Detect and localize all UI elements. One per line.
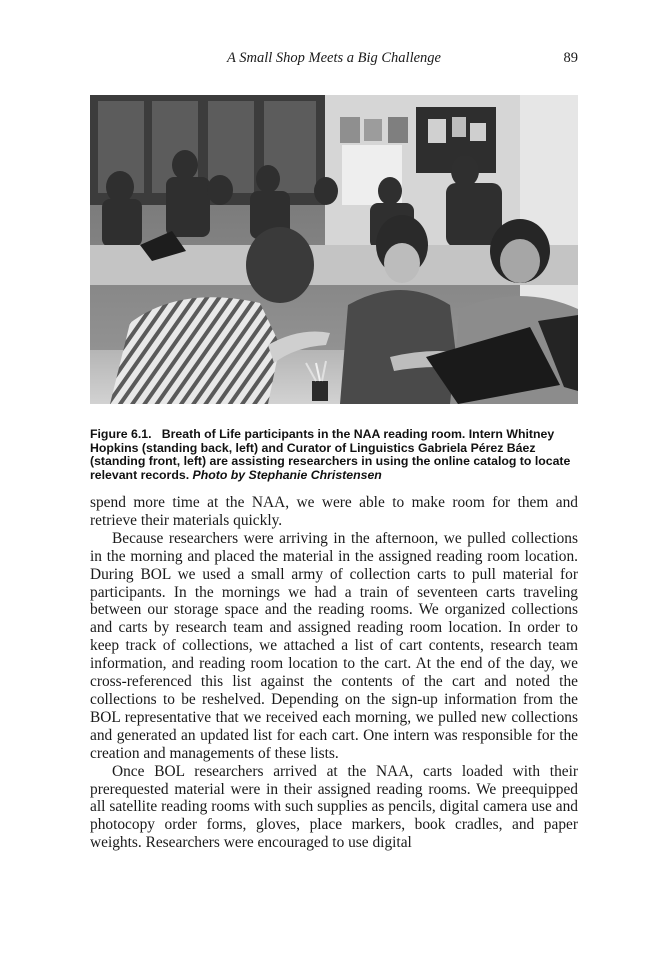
- photo-illustration: [90, 95, 578, 404]
- paragraph: Once BOL researchers arrived at the NAA, carts loaded with their prerequested material were in their assigned reading rooms. We preequipped all satellite reading rooms with such supplies as pencils, digital camera use and photocopy order forms, gloves, place markers, book cradles, and paper weights. Researchers were encouraged to use digital: [90, 762, 578, 852]
- caption-label: Figure 6.1.: [90, 427, 152, 441]
- figure-photo: [90, 95, 578, 404]
- caption-credit: Photo by Stephanie Christensen: [192, 467, 382, 482]
- figure-caption: [90, 428, 580, 482]
- paragraph: spend more time at the NAA, we were able to make room for them and retrieve their materials quickly.: [90, 494, 578, 529]
- paragraph: Because researchers were arriving in the afternoon, we pulled collections in the morning and placed the material in the assigned reading room location. During BOL we used a small army of collection carts to pull material for participants. In the mornings we had a train of seventeen carts traveling between our storage space and the reading rooms. We organized collections and carts by research team and assigned reading room location. In order to keep track of collections, we attached a list of cart contents, research team information, and reading room location to the cart. At the end of the day, we cross-referenced this list against the contents of the cart and noted the collections to be reshelved. Depending on the sign-up information from the BOL representative that we received each morning, we pulled new collections and generated an updated list for each cart. One intern was responsible for the creation and managements of these lists.: [90, 529, 578, 762]
- caption-text: Breath of Life participants in the NAA reading room. Intern Whitney Hopkins (standing back, left) and Curator of Linguistics Gabriela Pérez Báez (standing front, left) are assisting researchers in using the online catalog to locate relevant records.: [90, 427, 571, 482]
- running-head: [90, 50, 578, 70]
- body-text: [90, 494, 578, 852]
- running-title: A Small Shop Meets a Big Challenge: [227, 50, 441, 66]
- page-number: 89: [563, 50, 578, 66]
